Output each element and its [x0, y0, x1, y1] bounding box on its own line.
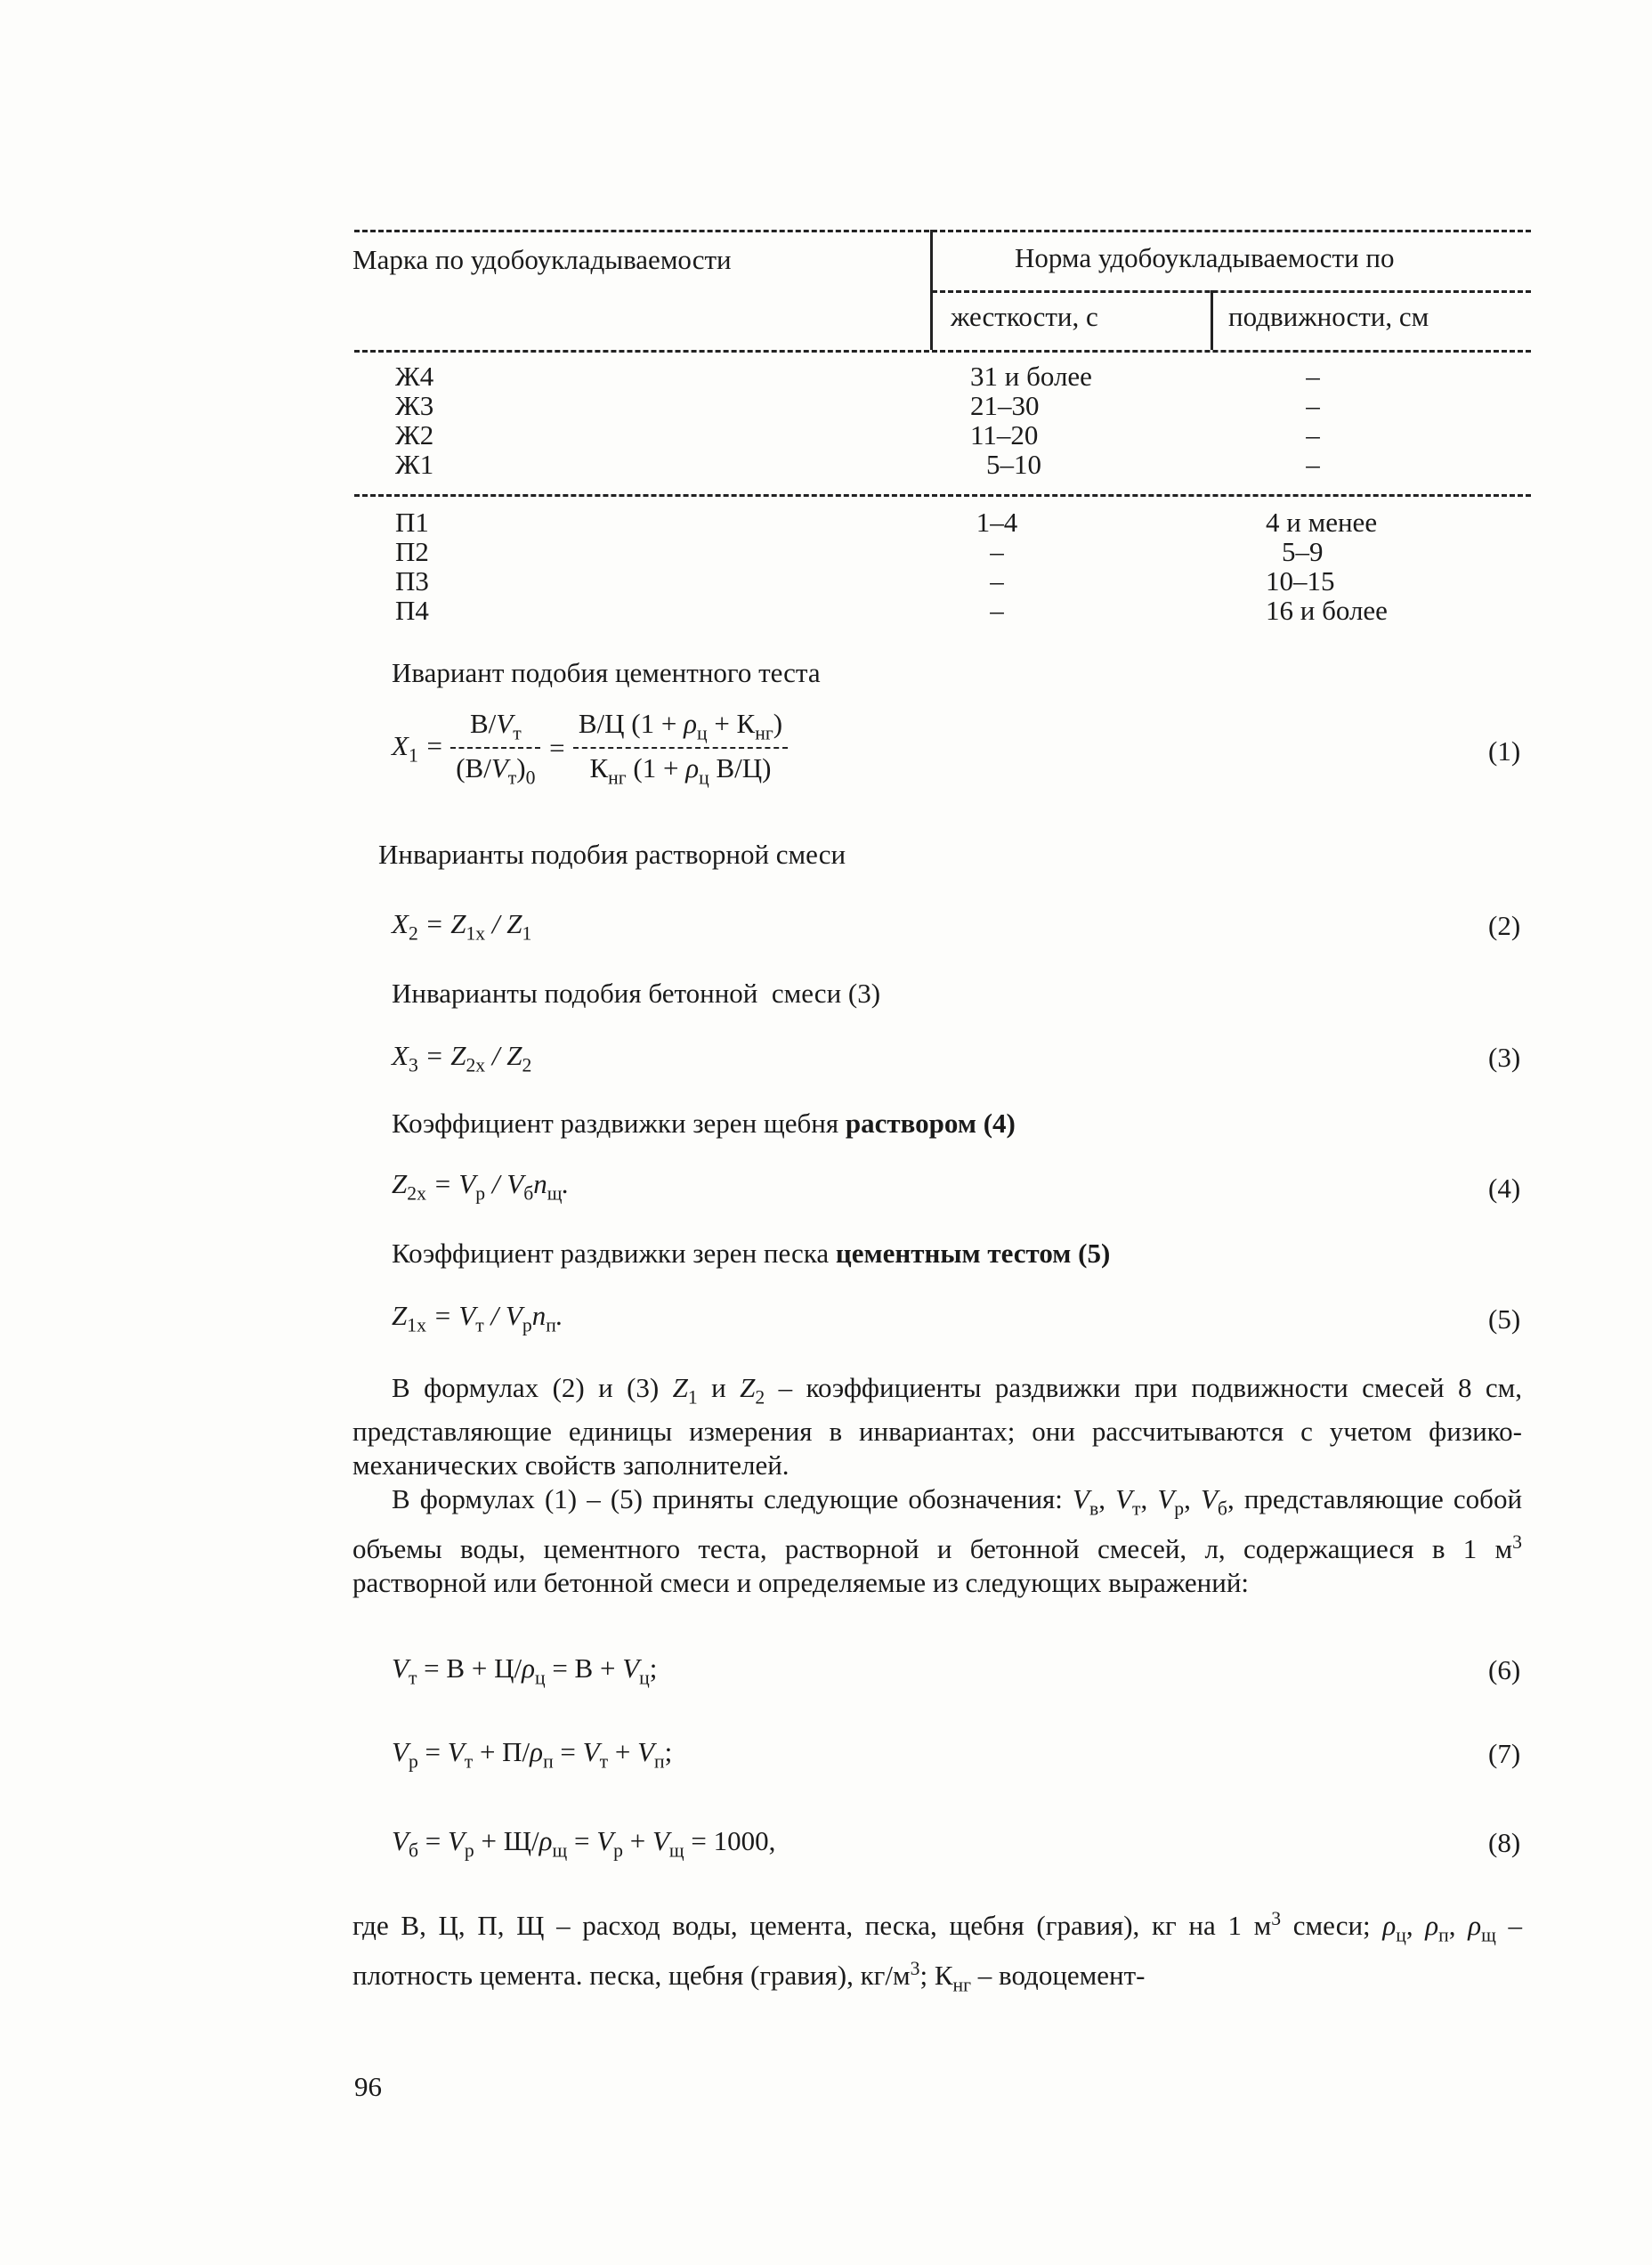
- heading-gravel-spreading-a: Коэффициент раздвижки зерен щебня: [392, 1108, 846, 1139]
- header-norm: Норма удобоукладываемости по: [1015, 242, 1395, 273]
- table-cell: 11–20: [970, 419, 1039, 451]
- table-cell: –: [1306, 419, 1320, 451]
- group1-mobility: [1268, 361, 1357, 479]
- table-cell: П1: [395, 507, 429, 538]
- equation-number-2: (2): [1488, 910, 1521, 941]
- formula-3: $X_3 = Z_{2x} / Z_2$: [392, 1040, 532, 1076]
- heading-sand-spreading-a: Коэффициент раздвижки зерен песка: [392, 1238, 836, 1269]
- table-top-rule: [354, 230, 1531, 232]
- paragraph-coefficients-b: – коэффициенты раздвижки при подвижности смесей 8 см, представляющие единицы измерения в инвариантах; они рассчитываются с учетом физико-механических свойств заполнителей.: [352, 1372, 1522, 1481]
- table-subcolumn-rule: [1211, 290, 1213, 350]
- heading-gravel-spreading-b: раствором (4): [845, 1108, 1016, 1139]
- group1-stiffness: [970, 361, 1092, 479]
- group2-marks: [395, 507, 429, 625]
- header-stiffness: жесткости, с: [951, 301, 1098, 332]
- table-cell: –: [990, 565, 1004, 597]
- equation-number-6: (6): [1488, 1654, 1521, 1685]
- equation-number-1: (1): [1488, 735, 1521, 767]
- table-cell: Ж1: [395, 449, 434, 480]
- paragraph-notation-b: , представляющие собой объемы воды, цементного теста, растворной и бетонной смесей, л, содержащиеся в 1 м: [352, 1482, 1523, 1565]
- table-cell: 31 и более: [970, 361, 1092, 392]
- heading-mortar-mix: Инварианты подобия растворной смеси: [378, 839, 846, 870]
- table-header-bottom-rule: [354, 350, 1531, 353]
- heading-cement-paste: Ивариант подобия цементного теста: [392, 657, 821, 688]
- table-cell: Ж4: [395, 361, 434, 392]
- formula-2: $X_2 = Z_{1x} / Z_1$: [392, 908, 532, 945]
- heading-gravel-spreading: [392, 1108, 1016, 1140]
- group2-mobility: [1266, 507, 1388, 625]
- paragraph-notation-a: В формулах (1) – (5) приняты следующие обозначения:: [392, 1482, 1073, 1514]
- table-cell: 1–4: [976, 507, 1018, 538]
- group2-stiffness: [952, 507, 1041, 625]
- page-number: 96: [354, 2071, 382, 2102]
- table-cell: –: [1306, 361, 1320, 392]
- table-cell: Ж3: [395, 390, 434, 421]
- table-cell: –: [990, 595, 1004, 626]
- paragraph-notation: В формулах (1) – (5) приняты следующие обозначения: $V_в$, $V_т$, $V_р$, $V_б$, представляющие собой объемы воды, цементного теста, растворной и бетонной смесей, л, содержащиеся в 1 $м^3$ растворной или бетонной смеси и определяемые из следующих выражений:: [352, 1482, 1523, 1599]
- paragraph-legend-d: – водоцемент-: [971, 1960, 1146, 1992]
- table-cell: –: [1306, 449, 1320, 480]
- table-cell: П4: [395, 595, 429, 626]
- header-mark: Марка по удобоукладываемости: [352, 244, 732, 275]
- equation-number-8: (8): [1488, 1827, 1521, 1858]
- paragraph-legend-c: – плотность цемента. песка, щебня (гравия), кг/м: [352, 1909, 1522, 1992]
- table-cell: 4 и менее: [1266, 507, 1378, 538]
- table-group-rule: [354, 494, 1531, 497]
- paragraph-coefficients: В формулах (2) и (3) $Z_1$ и $Z_2$ – коэффициенты раздвижки при подвижности смесей 8 см, представляющие единицы измерения в инвариантах; они рассчитываются с учетом физико-механических свойств заполнителей.: [352, 1372, 1522, 1481]
- paragraph-legend-a: где В, Ц, П, Щ – расход воды, цемента, песка, щебня (гравия), кг на 1 м: [352, 1909, 1272, 1941]
- table-cell: 21–30: [970, 390, 1040, 421]
- formula-1-frac-b: $\frac{В/Ц (1 + \rho_ц + К_{нг})}{К_{нг} (1 + \rho_ц В/Ц)}$: [573, 708, 788, 789]
- equation-number-7: (7): [1488, 1738, 1521, 1769]
- equation-number-3: (3): [1488, 1042, 1521, 1073]
- table-cell: 16 и более: [1266, 595, 1388, 626]
- body-text-legend: [352, 1902, 1522, 2002]
- paragraph-legend-b: смеси;: [1281, 1909, 1383, 1941]
- formula-1: $X_1$ = $\frac{В/V_т}{(В/V_т)_0}$ = $\frac{В/Ц (1 + \rho_ц + К_{нг})}{К_{нг} (1 + \rho_ц В/Ц)}$: [392, 708, 788, 789]
- table-cell: П2: [395, 536, 429, 567]
- formula-5: $Z_{1x} = V_т / V_рn_п$.: [392, 1300, 563, 1336]
- formula-1-frac-a: $\frac{В/V_т}{(В/V_т)_0}$: [450, 708, 540, 789]
- paragraph-notation-c: растворной или бетонной смеси и определяемые из следующих выражений:: [352, 1567, 1250, 1599]
- heading-sand-spreading-b: цементным тестом (5): [835, 1238, 1111, 1269]
- equation-number-5: (5): [1488, 1303, 1521, 1335]
- table-cell: –: [1306, 390, 1320, 421]
- table-cell: –: [990, 536, 1004, 567]
- formula-7: $V_р = V_т + П/\rho_п = V_т + V_п$;: [392, 1736, 673, 1773]
- heading-sand-spreading: [392, 1238, 1110, 1270]
- equation-number-4: (4): [1488, 1173, 1521, 1204]
- paragraph-coefficients-a: В формулах (2) и (3): [392, 1372, 673, 1403]
- table-cell: 10–15: [1266, 565, 1335, 597]
- group1-marks: [395, 361, 433, 479]
- heading-concrete-mix-text: Инварианты подобия бетонной смеси (3): [392, 978, 881, 1009]
- table-cell: 5–10: [986, 449, 1041, 480]
- formula-4: $Z_{2x} = V_р / V_бn_щ$.: [392, 1168, 570, 1205]
- heading-concrete-mix: [392, 978, 880, 1010]
- header-mobility: подвижности, см: [1228, 301, 1429, 332]
- table-cell: Ж2: [395, 419, 434, 451]
- table-cell: 5–9: [1282, 536, 1324, 567]
- body-text: [352, 1371, 1522, 1600]
- formula-6: $V_т = В + Ц/\rho_ц = В + V_ц$;: [392, 1652, 658, 1689]
- table-cell: П3: [395, 565, 429, 597]
- table-sub-rule: [932, 290, 1531, 293]
- formula-8: $V_б = V_р + Щ/\rho_щ = V_р + V_щ = 1000$,: [392, 1825, 776, 1862]
- paragraph-legend: где В, Ц, П, Щ – расход воды, цемента, песка, щебня (гравия), кг на 1 $м^3$ смеси; $\rho_ц$, $\rho_п$, $\rho_щ$ – плотность цемента. песка, щебня (гравия), $кг/м^3$; $К_{нг}$ – водоцемент-: [352, 1908, 1522, 1996]
